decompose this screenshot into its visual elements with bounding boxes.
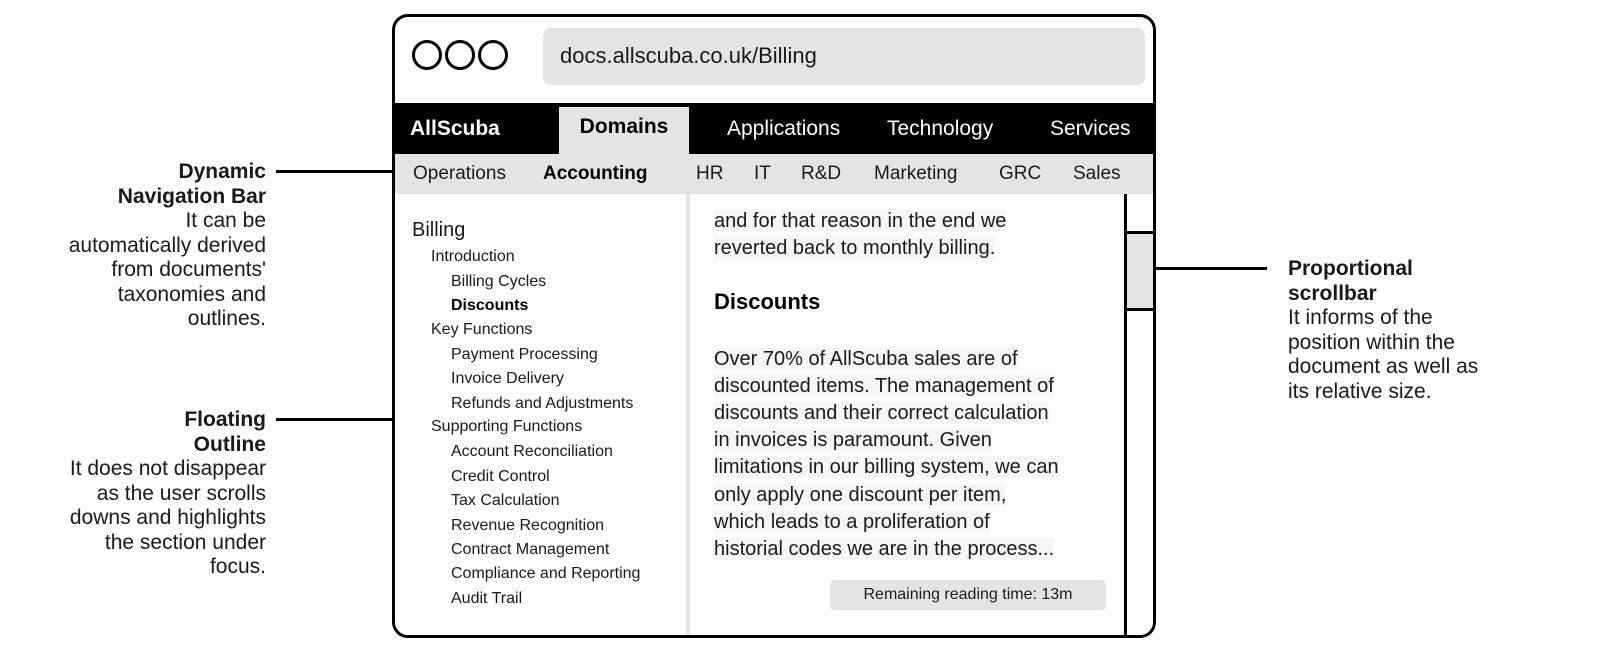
browser-window <box>392 14 1156 638</box>
text-line: and for that reason in the end we <box>714 210 1007 232</box>
outline-item[interactable]: Credit Control <box>451 468 550 485</box>
outline-item[interactable]: Revenue Recognition <box>451 517 604 534</box>
subnav-rd[interactable]: R&D <box>801 163 842 184</box>
subnav-operations[interactable]: Operations <box>413 163 506 184</box>
annotation-scrollbar <box>1288 257 1528 404</box>
section-heading: Discounts <box>714 289 821 314</box>
annotation-text: taxonomies and <box>117 282 266 306</box>
text-line: reverted back to monthly billing. <box>714 237 996 259</box>
subnav-sales[interactable]: Sales <box>1073 163 1121 184</box>
address-bar[interactable] <box>543 28 1145 85</box>
outline-item[interactable]: Payment Processing <box>451 346 598 363</box>
url-text: docs.allscuba.co.uk/Billing <box>560 43 817 68</box>
text-line: Over 70% of AllScuba sales are of <box>714 348 1018 370</box>
brand-logo[interactable]: AllScuba <box>410 117 500 140</box>
annotation-title: Navigation Bar <box>117 184 266 208</box>
outline-item[interactable]: Account Reconciliation <box>451 443 613 460</box>
annotation-text: outlines. <box>187 307 266 330</box>
outline-item[interactable]: Contract Management <box>451 541 610 558</box>
outline-item[interactable]: Billing Cycles <box>451 273 547 290</box>
tab-technology[interactable]: Technology <box>887 117 994 140</box>
annotation-text: from documents' <box>111 258 266 281</box>
annotation-text: focus. <box>209 555 266 578</box>
annotation-title: Proportional <box>1288 257 1413 280</box>
text-line: historial codes we are in the process... <box>714 538 1055 560</box>
outline-root[interactable]: Billing <box>412 219 466 241</box>
annotation-title: Floating <box>184 408 266 431</box>
reading-time-badge: Remaining reading time: 13m <box>830 580 1106 610</box>
outline-item[interactable]: Key Functions <box>431 321 533 338</box>
outline-item-current[interactable]: Discounts <box>451 297 529 314</box>
maximize-window-icon[interactable] <box>478 40 508 70</box>
floating-outline <box>395 194 690 635</box>
subnav-it[interactable]: IT <box>754 163 771 184</box>
close-window-icon[interactable] <box>412 40 442 70</box>
subnav-hr[interactable]: HR <box>696 163 724 184</box>
outline-item[interactable]: Invoice Delivery <box>451 370 564 387</box>
annotation-text: It informs of the <box>1288 306 1433 329</box>
minimize-window-icon[interactable] <box>445 40 475 70</box>
text-line: discounted items. The management of <box>714 375 1054 397</box>
annotation-floating-outline <box>0 408 266 580</box>
outline-item[interactable]: Introduction <box>431 248 515 265</box>
scrollbar-leader-line <box>1140 267 1267 270</box>
annotation-text: automatically derived <box>68 233 266 257</box>
annotation-title: Dynamic <box>178 160 266 183</box>
outline-item[interactable]: Supporting Functions <box>431 418 583 435</box>
text-line: only apply one discount per item, <box>714 484 1007 506</box>
outline-item[interactable]: Refunds and Adjustments <box>451 395 634 412</box>
annotation-text: downs and highlights <box>69 506 266 529</box>
outline-divider <box>686 194 690 635</box>
outline-item[interactable]: Compliance and Reporting <box>451 565 641 582</box>
outline-item[interactable]: Audit Trail <box>451 590 523 607</box>
annotation-navigation-bar <box>0 160 266 332</box>
annotation-text: the section under <box>104 530 266 554</box>
annotation-title: scrollbar <box>1288 281 1377 305</box>
annotation-text: document as well as <box>1288 355 1479 378</box>
window-controls <box>412 40 508 70</box>
tab-services[interactable]: Services <box>1050 117 1131 140</box>
annotation-text: its relative size. <box>1288 379 1432 403</box>
text-line: discounts and their correct calculation <box>714 402 1049 424</box>
navigation-bar-leader-line <box>276 170 406 173</box>
sub-navigation <box>395 154 1153 194</box>
document-content <box>694 194 1124 635</box>
tab-applications[interactable]: Applications <box>727 117 841 140</box>
scrollbar-thumb[interactable] <box>1127 231 1153 311</box>
outline-item[interactable]: Tax Calculation <box>451 492 560 509</box>
floating-outline-leader-line <box>276 418 406 421</box>
subnav-accounting[interactable]: Accounting <box>543 163 648 184</box>
text-line: limitations in our billing system, we can <box>714 456 1059 478</box>
tab-domains[interactable]: Domains <box>559 107 689 154</box>
text-line: in invoices is paramount. Given <box>714 429 992 451</box>
annotation-text: It does not disappear <box>69 457 266 480</box>
top-navigation <box>395 103 1153 154</box>
annotation-text: It can be <box>185 209 266 232</box>
annotation-text: as the user scrolls <box>96 481 266 505</box>
annotation-title: Outline <box>193 432 266 456</box>
browser-titlebar <box>395 17 1153 96</box>
text-line: which leads to a proliferation of <box>714 511 990 533</box>
annotation-text: position within the <box>1288 330 1455 354</box>
subnav-marketing[interactable]: Marketing <box>874 163 958 184</box>
scrollbar-track[interactable] <box>1124 194 1153 635</box>
subnav-grc[interactable]: GRC <box>999 163 1042 184</box>
